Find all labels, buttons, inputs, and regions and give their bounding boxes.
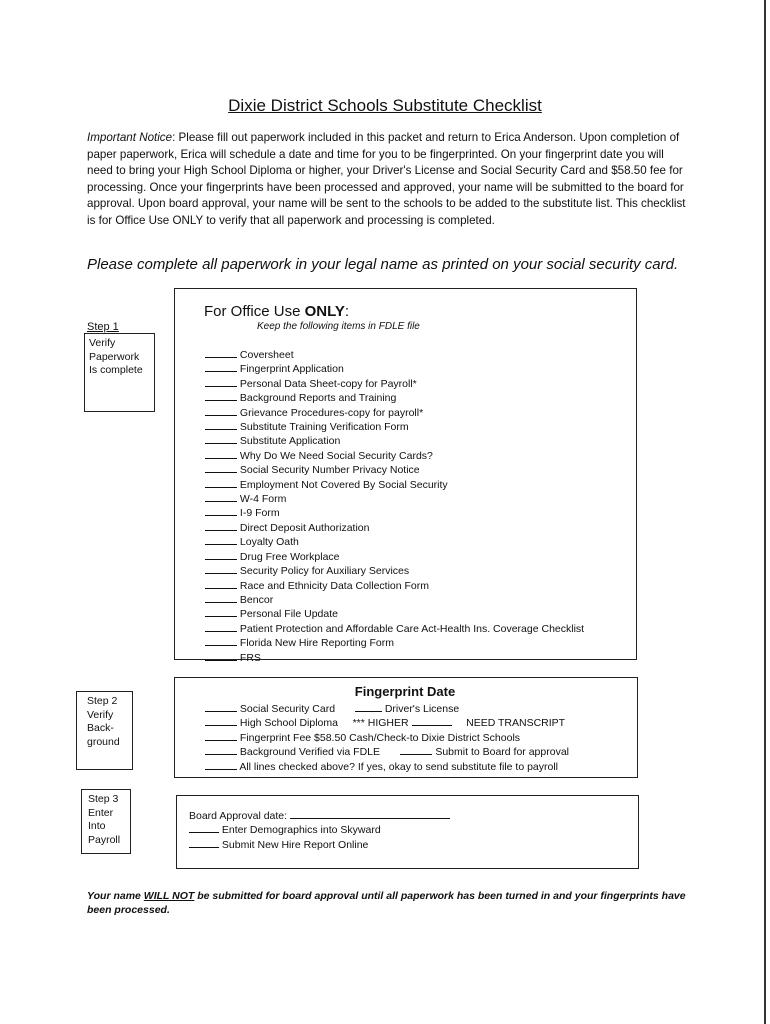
drivers-license-check[interactable]: Driver's License bbox=[355, 703, 459, 715]
checklist-item[interactable]: Personal File Update bbox=[205, 607, 584, 621]
step1-label: Step 1 bbox=[87, 321, 119, 333]
checklist-item[interactable]: I-9 Form bbox=[205, 506, 584, 520]
fingerprint-checklist bbox=[205, 702, 569, 774]
notice-body: : Please fill out paperwork included in this packet and return to Erica Anderson. Upon completion of paper paperwork, Erica will schedule a date and time for you to be fingerprinted. On your fingerprint date you will need to bring your High School Diploma or higher, your Driver's License and Social Security Card and $58.50 fee for processing. Once your fingerprints have been processed and approved, your name will be submitted to the board for approval. Upon board approval, your name will be sent to the schools to be added to the substitute list. This checklist is for Office Use ONLY to verify that all paperwork and processing is completed. bbox=[87, 131, 686, 227]
office-use-subtitle: Keep the following items in FDLE file bbox=[257, 321, 420, 332]
step3-line: Payroll bbox=[88, 833, 121, 846]
checklist-item[interactable]: Drug Free Workplace bbox=[205, 550, 584, 564]
checklist-item[interactable]: Loyalty Oath bbox=[205, 535, 584, 549]
step1-line: Verify bbox=[89, 337, 116, 349]
fingerprint-fee-check[interactable]: Fingerprint Fee $58.50 Cash/Check-to Dixie District Schools bbox=[205, 731, 569, 745]
checklist-item[interactable]: Security Policy for Auxiliary Services bbox=[205, 564, 584, 578]
page-title: Dixie District Schools Substitute Checklist bbox=[228, 96, 542, 115]
step3-box bbox=[81, 789, 131, 854]
higher-label: *** HIGHER bbox=[352, 717, 409, 730]
step2-box bbox=[76, 691, 133, 770]
checklist-item[interactable]: Fingerprint Application bbox=[205, 362, 584, 376]
step3-line: Into bbox=[88, 820, 106, 832]
checklist-item[interactable]: Substitute Application bbox=[205, 434, 584, 448]
all-lines-check[interactable]: All lines checked above? If yes, okay to send substitute file to payroll bbox=[205, 760, 569, 774]
checklist-item[interactable]: FRS bbox=[205, 651, 584, 665]
checklist-item[interactable]: W-4 Form bbox=[205, 492, 584, 506]
footer-note: Your name WILL NOT be submitted for board approval until all paperwork has been turned in and your fingerprints have been processed. bbox=[87, 890, 686, 916]
checklist-item[interactable]: Race and Ethnicity Data Collection Form bbox=[205, 579, 584, 593]
checklist-item[interactable]: Patient Protection and Affordable Care Act-Health Ins. Coverage Checklist bbox=[205, 622, 584, 636]
notice-lead: Important Notice bbox=[87, 131, 173, 144]
step2-line: ground bbox=[87, 735, 120, 748]
higher-blank[interactable] bbox=[412, 716, 452, 726]
new-hire-check[interactable]: Submit New Hire Report Online bbox=[189, 838, 450, 852]
step1-line: Is complete bbox=[89, 364, 143, 376]
background-verified-check[interactable]: Background Verified via FDLE bbox=[205, 746, 380, 758]
checklist-item[interactable]: Grievance Procedures-copy for payroll* bbox=[205, 406, 584, 420]
demographics-check[interactable]: Enter Demographics into Skyward bbox=[189, 823, 450, 837]
checklist-item[interactable]: Personal Data Sheet-copy for Payroll* bbox=[205, 377, 584, 391]
checklist-item[interactable]: Substitute Training Verification Form bbox=[205, 420, 584, 434]
fingerprint-title: Fingerprint Date bbox=[354, 684, 456, 699]
social-security-check[interactable]: Social Security Card bbox=[205, 703, 335, 715]
fingerprint-row-id bbox=[205, 702, 569, 716]
checklist-item[interactable]: Why Do We Need Social Security Cards? bbox=[205, 449, 584, 463]
step3-line: Step 3 bbox=[88, 793, 119, 805]
step1-line: Paperwork bbox=[89, 350, 140, 363]
step2-line: Back- bbox=[87, 722, 114, 734]
board-approval-section bbox=[189, 809, 450, 852]
step2-line: Verify bbox=[87, 708, 114, 721]
office-use-title: For Office Use ONLY: bbox=[204, 303, 350, 320]
fdle-checklist bbox=[205, 348, 584, 665]
checklist-item[interactable]: Social Security Number Privacy Notice bbox=[205, 463, 584, 477]
checklist-item[interactable]: Background Reports and Training bbox=[205, 391, 584, 405]
board-approval-date-row: Board Approval date: bbox=[189, 809, 450, 823]
diploma-check[interactable]: High School Diploma bbox=[205, 717, 338, 729]
step3-line: Enter bbox=[88, 806, 114, 819]
board-approval-date-field[interactable] bbox=[290, 809, 450, 819]
transcript-label: NEED TRANSCRIPT bbox=[466, 717, 566, 730]
checklist-item[interactable]: Direct Deposit Authorization bbox=[205, 521, 584, 535]
legal-name-note: Please complete all paperwork in your legal name as printed on your social security card. bbox=[87, 256, 679, 273]
step1-box bbox=[84, 333, 155, 412]
submit-board-check[interactable]: Submit to Board for approval bbox=[400, 746, 569, 758]
checklist-item[interactable]: Florida New Hire Reporting Form bbox=[205, 636, 584, 650]
important-notice bbox=[87, 130, 687, 230]
scan-edge-line bbox=[764, 0, 766, 1024]
checklist-item[interactable]: Employment Not Covered By Social Security bbox=[205, 478, 584, 492]
fingerprint-row-background bbox=[205, 745, 569, 759]
checklist-item[interactable]: Coversheet bbox=[205, 348, 584, 362]
step2-line: Step 2 bbox=[87, 695, 118, 707]
checklist-item[interactable]: Bencor bbox=[205, 593, 584, 607]
fingerprint-row-diploma bbox=[205, 716, 569, 730]
